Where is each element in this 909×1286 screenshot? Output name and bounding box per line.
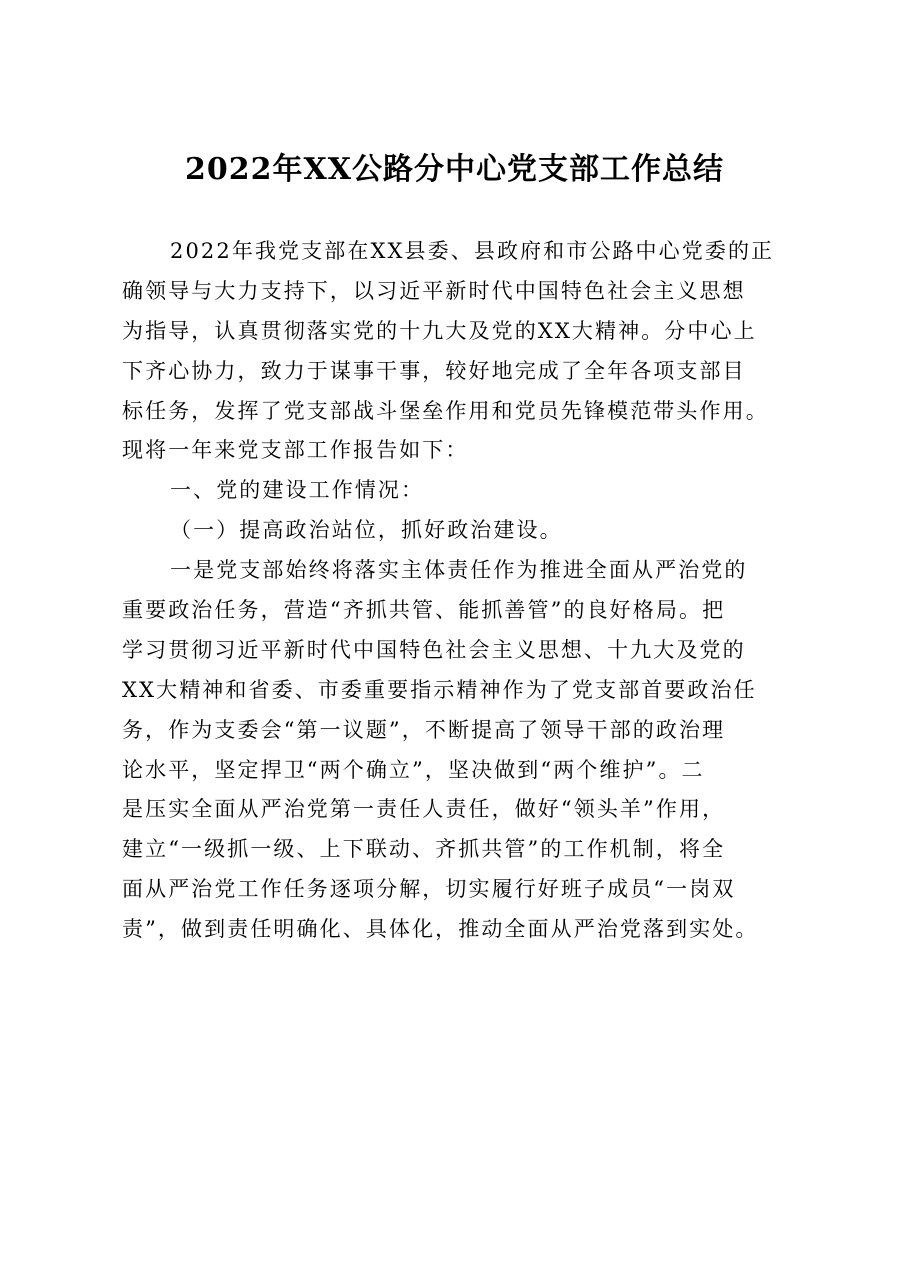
body-line: 论水平，坚定捍卫“两个确立”，坚决做到“两个维护”。二 [122,757,705,782]
subsection-heading: （一）提高政治站位，抓好政治建设。 [170,518,563,543]
body-line: 务，作为支委会“第一议题”，不断提高了领导干部的政治理 [122,717,726,742]
body-line: 建立“一级抓一级、上下联动、齐抓共管”的工作机制，将全 [122,837,726,862]
body-line: 一是党支部始终将落实主体责任作为推进全面从严治党的 [170,558,748,583]
document-body [122,232,822,950]
section-heading: 一、党的建设工作情况： [170,478,425,503]
body-line: 重要政治任务，营造“齐抓共管、能抓善管”的良好格局。把 [122,598,726,623]
body-line: 面从严治党工作任务逐项分解，切实履行好班子成员“一岗双 [122,877,736,902]
body-line: 为指导，认真贯彻落实党的十九大及党的XX大精神。分中心上 [122,318,757,343]
body-line: 责”，做到责任明确化、具体化，推动全面从严治党落到实处。 [122,917,759,942]
body-line: 下齐心协力，致力于谋事干事，较好地完成了全年各项支部目 [122,358,746,383]
body-line: 现将一年来党支部工作报告如下： [122,438,469,463]
body-line: 2022年我党支部在XX县委、县政府和市公路中心党委的正 [170,239,775,263]
body-line: 标任务，发挥了党支部战斗堡垒作用和党员先锋模范带头作用。 [122,398,769,423]
document-title: 2022年XX公路分中心党支部工作总结 [184,152,725,187]
body-line: 是压实全面从严治党第一责任人责任，做好“领头羊”作用， [122,797,726,822]
body-line: 确领导与大力支持下，以习近平新时代中国特色社会主义思想 [122,278,746,303]
body-line: XX大精神和省委、市委重要指示精神作为了党支部首要政治任 [122,677,757,702]
body-line: 学习贯彻习近平新时代中国特色社会主义思想、十九大及党的 [122,637,746,662]
